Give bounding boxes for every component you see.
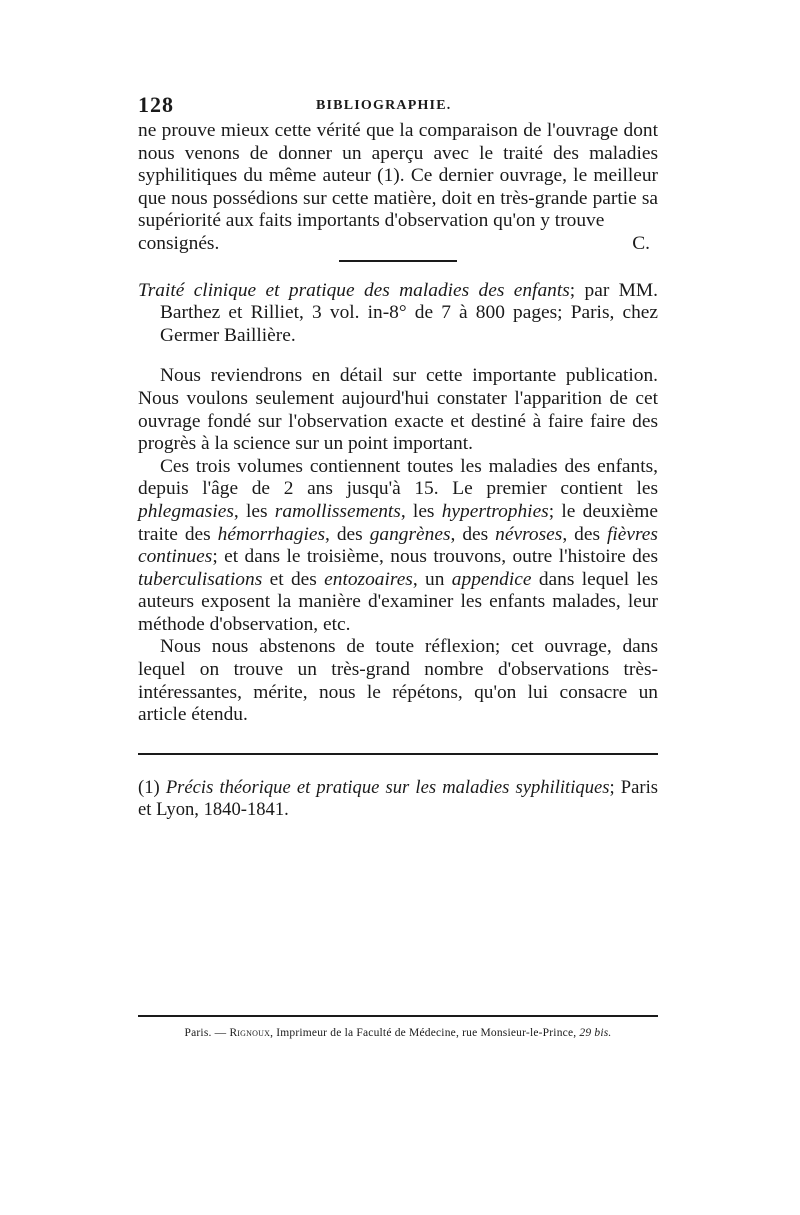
- running-head: [138, 92, 658, 120]
- text-run: ; le deuxième traite des: [138, 500, 658, 545]
- colophon-rest: , Imprimeur de la Faculté de Médecine, rue Monsieur-le-Prince,: [270, 1027, 580, 1039]
- text-run: , des: [450, 523, 496, 545]
- term-nevroses: névroses: [495, 523, 563, 545]
- term-gangrenes: gangrènes: [369, 523, 451, 545]
- footnote: [138, 777, 658, 822]
- text-run: ; et dans le troisième, nous trouvons, outre l'histoire des: [212, 546, 658, 568]
- bibliography-entry: [138, 280, 658, 348]
- review-last-word: consignés.: [138, 232, 220, 254]
- colophon-prefix: Paris. —: [184, 1027, 230, 1039]
- colophon-divider: [138, 1015, 658, 1017]
- term-ramollissements: ramollissements: [274, 500, 401, 522]
- term-fievres-continues: fièvres continues: [138, 523, 658, 568]
- term-tuberculisations: tuberculisations: [138, 568, 263, 590]
- footnote-divider: [138, 753, 658, 755]
- text-run: dans lequel les auteurs exposent la manière d'examiner les enfants malades, leur méthode d'observation, etc.: [138, 568, 659, 635]
- review-signature-line: [138, 233, 658, 256]
- colophon-printer: Rignoux: [229, 1027, 271, 1039]
- term-hemorrhagies: hémorrhagies: [217, 523, 326, 545]
- entry-details: ; par MM. Barthez et Rilliet, 3 vol. in-8° de 7 à 800 pages; Paris, chez Germer Baillière.: [160, 279, 658, 346]
- footnote-marker: (1): [138, 776, 166, 798]
- text-run: , des: [325, 523, 370, 545]
- footnote-rest: ; Paris et Lyon, 1840-1841.: [138, 776, 658, 821]
- paragraph-announcement: Nous reviendrons en détail sur cette importante publication. Nous voulons seulement aujourd'hui constater l'apparition de cet ouvrage fondé sur l'observation exacte et destiné à faire faire des progrès à la science sur un point important.: [138, 365, 658, 455]
- term-phlegmasies: phlegmasies: [138, 500, 234, 522]
- review-ending-paragraph: [138, 120, 658, 233]
- footnote-title: Précis théorique et pratique sur les maladies syphilitiques: [165, 776, 610, 798]
- text-run: , les: [233, 500, 275, 522]
- page-number: 128: [138, 92, 174, 117]
- term-appendice: appendice: [451, 568, 532, 590]
- term-hypertrophies: hypertrophies: [441, 500, 549, 522]
- review-signature: C.: [632, 232, 650, 254]
- text-run: , un: [412, 568, 452, 590]
- text-run: , des: [562, 523, 607, 545]
- page-body: [138, 92, 658, 822]
- text-run: , les: [400, 500, 442, 522]
- text-run: et des: [262, 568, 325, 590]
- text-run: Ces trois volumes contiennent toutes les maladies des enfants, depuis l'âge de 2 ans jusqu'à 15. Le premier contient les: [138, 455, 658, 500]
- colophon-number: 29 bis.: [579, 1027, 612, 1039]
- review-ending-text: ne prouve mieux cette vérité que la comparaison de l'ouvrage dont nous venons de donner un aperçu avec le traité des maladies syphilitiques du même auteur (1). Ce dernier ouvrage, le meilleur que nous possédions sur cette matière, doit en très-grande partie sa supériorité aux faits importants d'observation qu'on y trouve: [138, 120, 658, 232]
- running-title: BIBLIOGRAPHIE.: [316, 98, 452, 113]
- paragraph-contents: [138, 456, 658, 637]
- entry-title: Traité clinique et pratique des maladies des enfants: [138, 279, 570, 301]
- section-divider: [339, 260, 457, 262]
- term-entozoaires: entozoaires: [324, 568, 413, 590]
- printer-colophon: [138, 1026, 658, 1040]
- paragraph-conclusion: Nous nous abstenons de toute réflexion; cet ouvrage, dans lequel on trouve un très-grand nombre d'observations très-intéressantes, mérite, nous le répétons, qu'on lui consacre un article étendu.: [138, 636, 658, 726]
